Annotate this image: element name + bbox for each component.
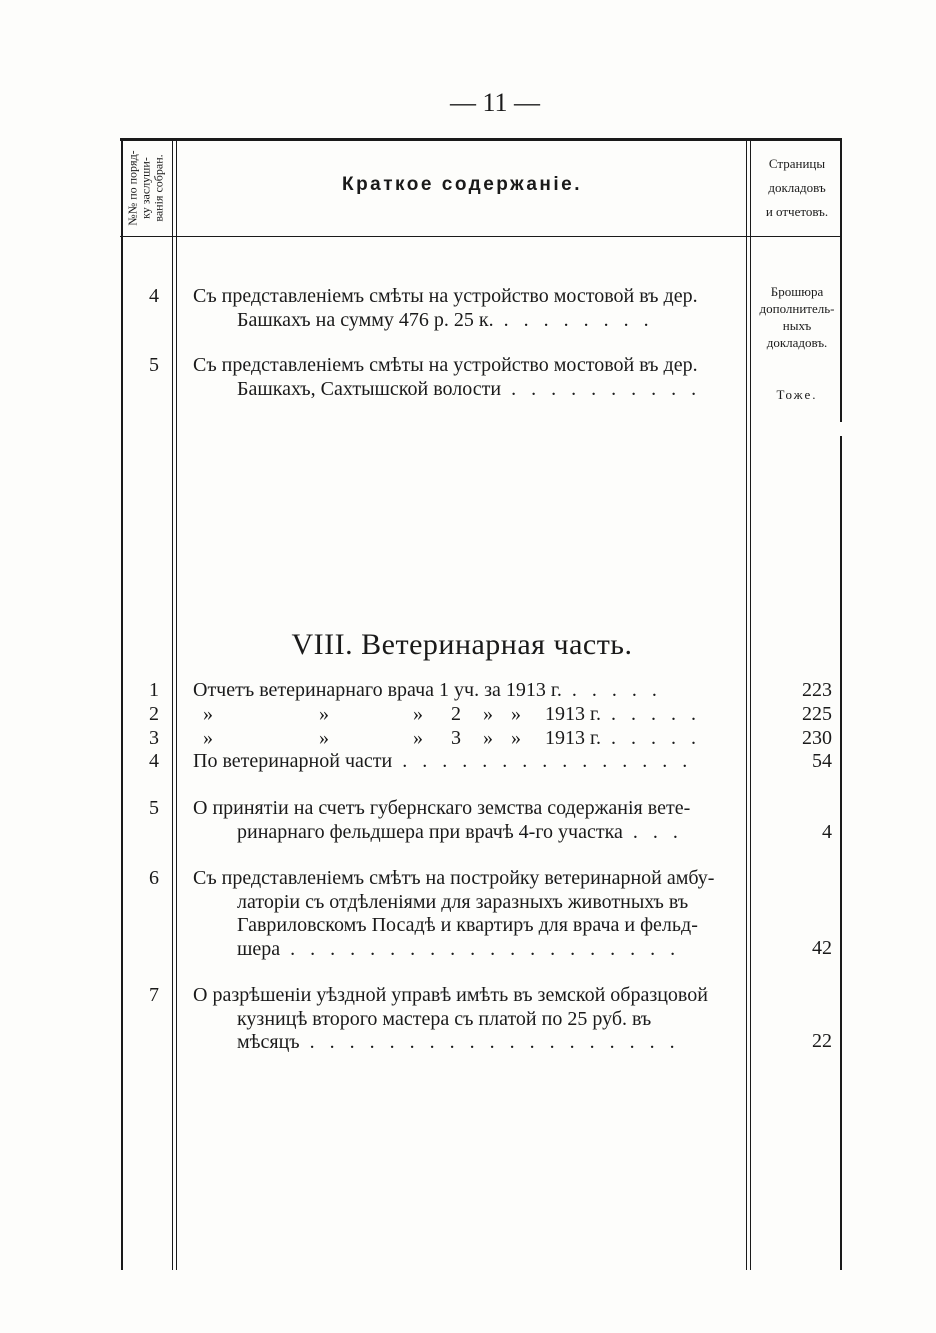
entry-number: 4 [149, 285, 159, 307]
pages-column-rule-b [750, 140, 751, 1270]
ditto-mark: » [413, 727, 423, 749]
entry-line: кузницѣ второго мастера съ платой по 25 руб. въ [237, 1007, 652, 1030]
ditto-mark: » [511, 703, 521, 725]
entry-line-text: Башкахъ на сумму 476 р. 25 к. [237, 308, 494, 331]
leader-dots: . . . . . . . . . . . . . . . . . . . [299, 1031, 680, 1053]
entry-number: 5 [149, 354, 159, 376]
entry-line [193, 938, 735, 962]
entry-number: 5 [149, 797, 159, 819]
left-border [121, 140, 123, 1270]
entry-line-text: шера [237, 937, 281, 960]
entry-page: 230 [802, 727, 832, 749]
entry-page: 223 [802, 679, 832, 701]
entry-line: Съ представленіемъ смѣты на устройство мостовой въ дер. [193, 285, 698, 307]
entry-page: 54 [812, 750, 832, 772]
entry-line-text: Башкахъ, Сахтышской волости [237, 377, 502, 400]
ditto-mark: » [511, 727, 521, 749]
entry-number: 6 [149, 867, 159, 889]
entry-page: 225 [802, 703, 832, 725]
entry-text [193, 750, 735, 774]
entry-line [193, 378, 735, 402]
page-number: — 11 — [449, 88, 541, 117]
pages-column-rule-a [746, 140, 747, 1270]
entry-line [193, 309, 735, 333]
num-column-header-line3: ванія собран. [151, 154, 166, 222]
entry-text [193, 867, 735, 961]
entry-number: 4 [149, 750, 159, 772]
entry-line-text: ринарнаго фельдшера при врачѣ 4-го участка [237, 820, 623, 843]
leader-dots: . . . . . . . . . . . . . . . [392, 750, 693, 772]
entry-line: Съ представленіемъ смѣты на устройство мостовой въ дер. [193, 354, 698, 376]
uchastok-number: 2 [451, 703, 461, 725]
content-column-header: Краткое содержаніе. [341, 174, 583, 195]
ditto-mark: » [203, 703, 213, 725]
entry-line: О принятіи на счетъ губернскаго земства содержанія вете- [193, 797, 691, 819]
entry-line [193, 679, 735, 703]
entry-line: О разрѣшеніи уѣздной управѣ имѣть въ земской образцовой [193, 984, 708, 1006]
leader-dots: . . . . . [561, 679, 662, 701]
entry-line-text: По ветеринарной части [193, 750, 393, 772]
page-ref-line: дополнитель- [759, 301, 835, 316]
entry-page-ref [752, 283, 842, 351]
pages-column-header [752, 152, 842, 224]
right-border-bottom [840, 436, 842, 1270]
leader-dots: . . . . . [600, 727, 701, 749]
entry-text [193, 285, 735, 332]
entry-number: 2 [149, 703, 159, 725]
entry-line: Съ представленіемъ смѣтъ на постройку ветеринарной амбу- [193, 867, 715, 889]
leader-dots: . . . [622, 820, 683, 843]
num-column-header-line1: №№ по поряд- [125, 150, 140, 226]
entry-line-tail [545, 727, 701, 751]
ditto-mark: » [483, 703, 493, 725]
entry-text [193, 679, 735, 703]
page-ref-line: Брошюра [770, 284, 824, 299]
pages-column-header-line3: и отчетовъ. [765, 204, 829, 219]
num-column-rule-b [176, 140, 177, 1270]
page-ref-line: докладовъ. [766, 335, 828, 350]
entry-year: 1913 г. [545, 727, 601, 749]
leader-dots: . . . . . . . . [493, 308, 654, 331]
entry-page: 4 [822, 821, 832, 843]
leader-dots: . . . . . . . . . . . . . . . . . . . . [280, 937, 681, 960]
entry-line [193, 1031, 735, 1055]
entry-text [193, 797, 735, 844]
ditto-mark: » [483, 727, 493, 749]
header-bottom-rule [120, 236, 842, 237]
entry-line: Гавриловскомъ Посадѣ и квартиръ для врача и фельд- [237, 914, 698, 936]
entry-line-text: мѣсяцъ [237, 1031, 300, 1053]
ditto-mark: » [203, 727, 213, 749]
entry-number: 1 [149, 679, 159, 701]
entry-text [193, 984, 735, 1055]
ditto-mark: » [319, 727, 329, 749]
section-title: VIII. Ветеринарная часть. [291, 628, 633, 661]
entry-year: 1913 г. [545, 703, 601, 725]
ditto-mark: » [413, 703, 423, 725]
entry-line [193, 750, 735, 774]
entry-page-ref: Тоже. [776, 387, 818, 402]
entry-line-text: Отчетъ ветеринарнаго врача 1 уч. за 1913 г. [193, 679, 562, 701]
pages-column-header-line1: Страницы [768, 156, 826, 171]
entry-line-tail [545, 703, 701, 727]
top-rule [120, 138, 842, 141]
entry-page: 22 [812, 1030, 832, 1052]
entry-number: 7 [149, 984, 159, 1006]
entry-page: 42 [812, 937, 832, 959]
entry-text [193, 354, 735, 401]
leader-dots: . . . . . [600, 703, 701, 725]
ditto-mark: » [319, 703, 329, 725]
num-column-header-line2: ку заслуши- [138, 157, 153, 219]
page-ref-line: ныхъ [782, 318, 812, 333]
pages-column-header-line2: докладовъ [768, 180, 826, 195]
entry-number: 3 [149, 727, 159, 749]
leader-dots: . . . . . . . . . . [501, 377, 702, 400]
num-column-header [120, 140, 172, 236]
uchastok-number: 3 [451, 727, 461, 749]
entry-line: латоріи съ отдѣленіями для заразныхъ животныхъ въ [237, 890, 689, 913]
entry-line [193, 821, 735, 845]
